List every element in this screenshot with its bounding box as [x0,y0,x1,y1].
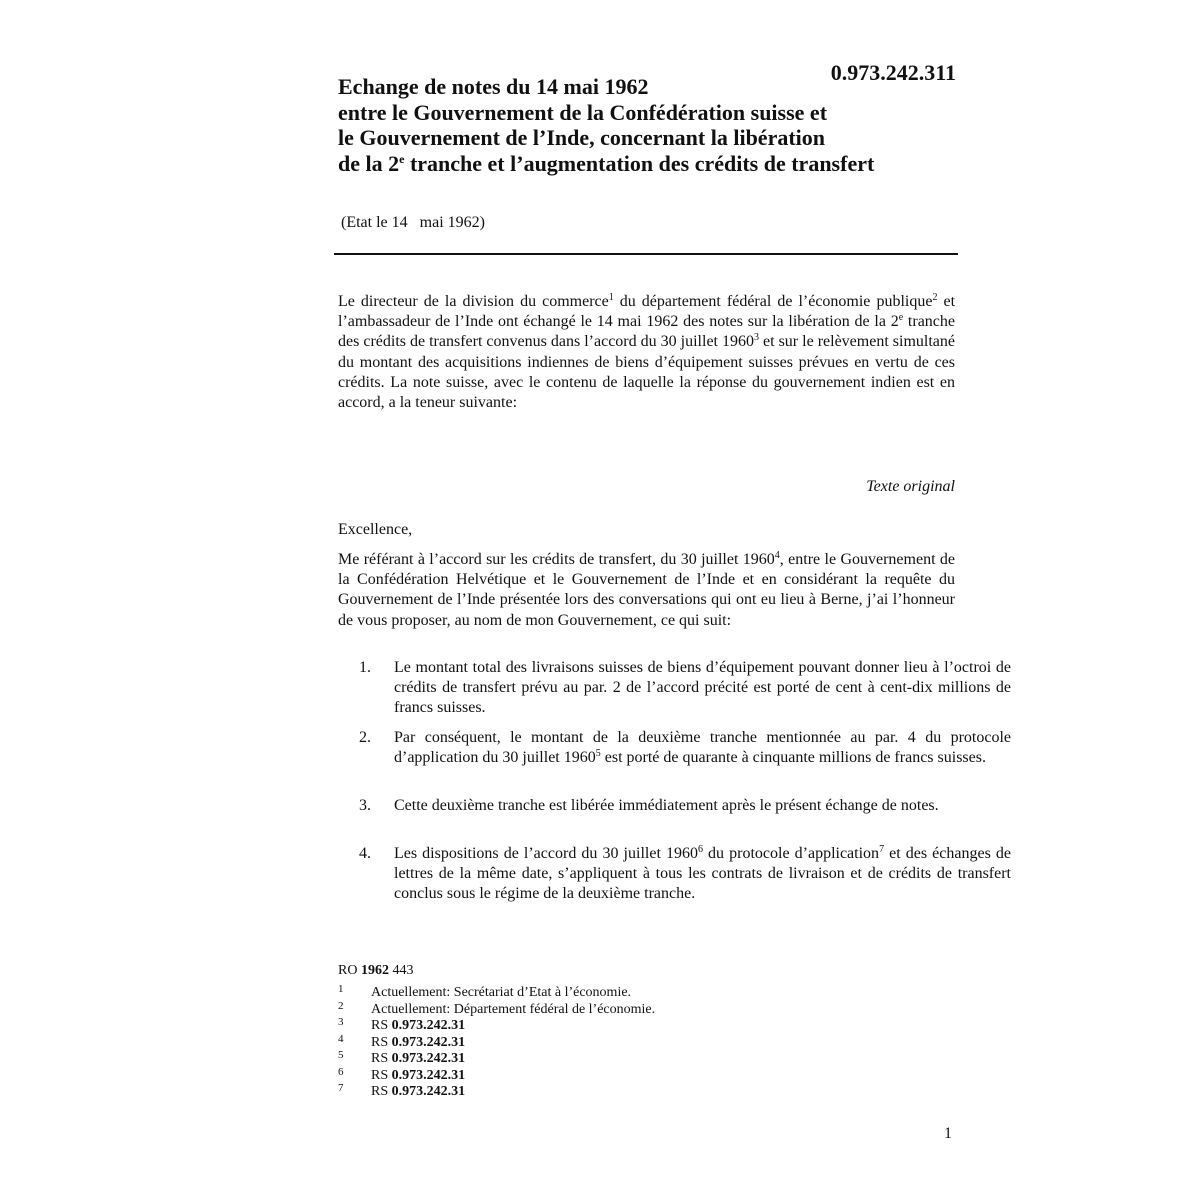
list-item: 4. Les dispositions de l’accord du 30 juillet 1960$^6$ du protocole d’application$^7$ et des échanges de lettres de la même date, s’appliquent à tous les contrats de livraison et de crédits de transfert conclus sous le régime de la deuxième tranche. [359,844,1011,903]
footnote-ref[interactable]: 5 [595,748,601,760]
footnote-ref[interactable]: 6 [697,844,703,855]
list-number: 2. [359,729,371,746]
footnote-ref[interactable]: 1 [608,292,614,303]
footnote: 2 Actuellement: Département fédéral de l’économie. [338,999,656,1017]
footnote-ref[interactable]: 4 [774,550,780,561]
rs-link[interactable]: 0.973.242.31 [391,1067,466,1083]
rs-link[interactable]: 0.973.242.31 [391,1084,466,1099]
horizontal-rule [334,253,958,255]
page-number: 1 [944,1125,952,1142]
source-reference: RO 1962 443 [338,963,414,978]
list-number: 3. [359,797,371,814]
footnote: 4 RS 0.973.242.31 [338,1032,466,1050]
list-item: 2. Par conséquent, le montant de la deuxième tranche mentionnée au par. 4 du protocole d’application du 30 juillet 1960$^5$ est porté de quarante à cinquante millions de francs suisses. [359,729,1011,767]
rs-link[interactable]: 0.973.242.31 [391,1051,466,1066]
sr-number: 0.973.242.311 [830,60,956,85]
footnote: 1 Actuellement: Secrétariat d’Etat à l’économie. [338,983,632,1000]
status-date: (Etat le 14 mai 1962) [341,214,485,231]
rs-link[interactable]: 0.973.242.31 [391,1034,466,1050]
document-title [338,74,978,176]
footnote: 5 RS 0.973.242.31 [338,1049,466,1066]
rs-link[interactable]: 0.973.242.31 [391,1018,466,1033]
list-item: 3. Cette deuxième tranche est libérée immédiatement après le présent échange de notes. [338,796,1011,816]
footnote-ref[interactable]: 3 [754,332,759,344]
footnote-ref[interactable]: 2 [932,292,938,303]
footnote-ref[interactable]: 7 [879,844,885,855]
intro-paragraph: Le directeur de la division du commerce$^1$ du département fédéral de l’économie publique$^2$ et l’ambassadeur de l’Inde ont échangé le 14 mai 1962 des notes sur la libération de la 2e tranche des crédits de transfert convenus dans l’accord du 30 juillet 1960$^3$ et sur le relèvement simultané du montant des acquisitions indiennes de biens d’équipement suisses prévues en vertu de ces crédits. La note suisse, avec le contenu de laquelle la réponse du gouvernement indien est en accord, a la teneur suivante: [338,292,956,412]
footnotes [338,985,655,1101]
footnote: 3 RS 0.973.242.31 [338,1016,466,1033]
list-number: 4. [359,845,371,862]
letter-paragraph: Me référant à l’accord sur les crédits de transfert, du 30 juillet 1960$^4$, entre le Gouvernement de la Confédération Helvétique et le Gouvernement de l’Inde et en considérant la requête du Gouvernement de l’Inde présentée lors des conversations qui ont eu lieu à Berne, j’ai l’honneur de vous proposer, au nom de mon Gouvernement, ce qui suit: [338,550,956,629]
title-line: de la 2e tranche et l’augmentation des crédits de transfert [338,150,875,176]
footnote: 7 RS 0.973.242.31 [338,1082,466,1099]
title-line: le Gouvernement de l’Inde, concernant la libération [338,125,826,150]
footnote: 6 RS 0.973.242.31 [338,1065,466,1083]
list-number: 1. [359,659,371,676]
title-line: Echange de notes du 14 mai 1962 [338,74,649,99]
original-text-label: Texte original [866,478,955,495]
salutation: Excellence, [338,521,413,538]
list-item: 1. Le montant total des livraisons suisses de biens d’équipement pouvant donner lieu à l’octroi de crédits de transfert prévu au par. 2 de l’accord précité est porté de cent à cent-dix millions de francs suisses. [359,659,1011,717]
title-line: entre le Gouvernement de la Confédération suisse et [338,99,828,125]
